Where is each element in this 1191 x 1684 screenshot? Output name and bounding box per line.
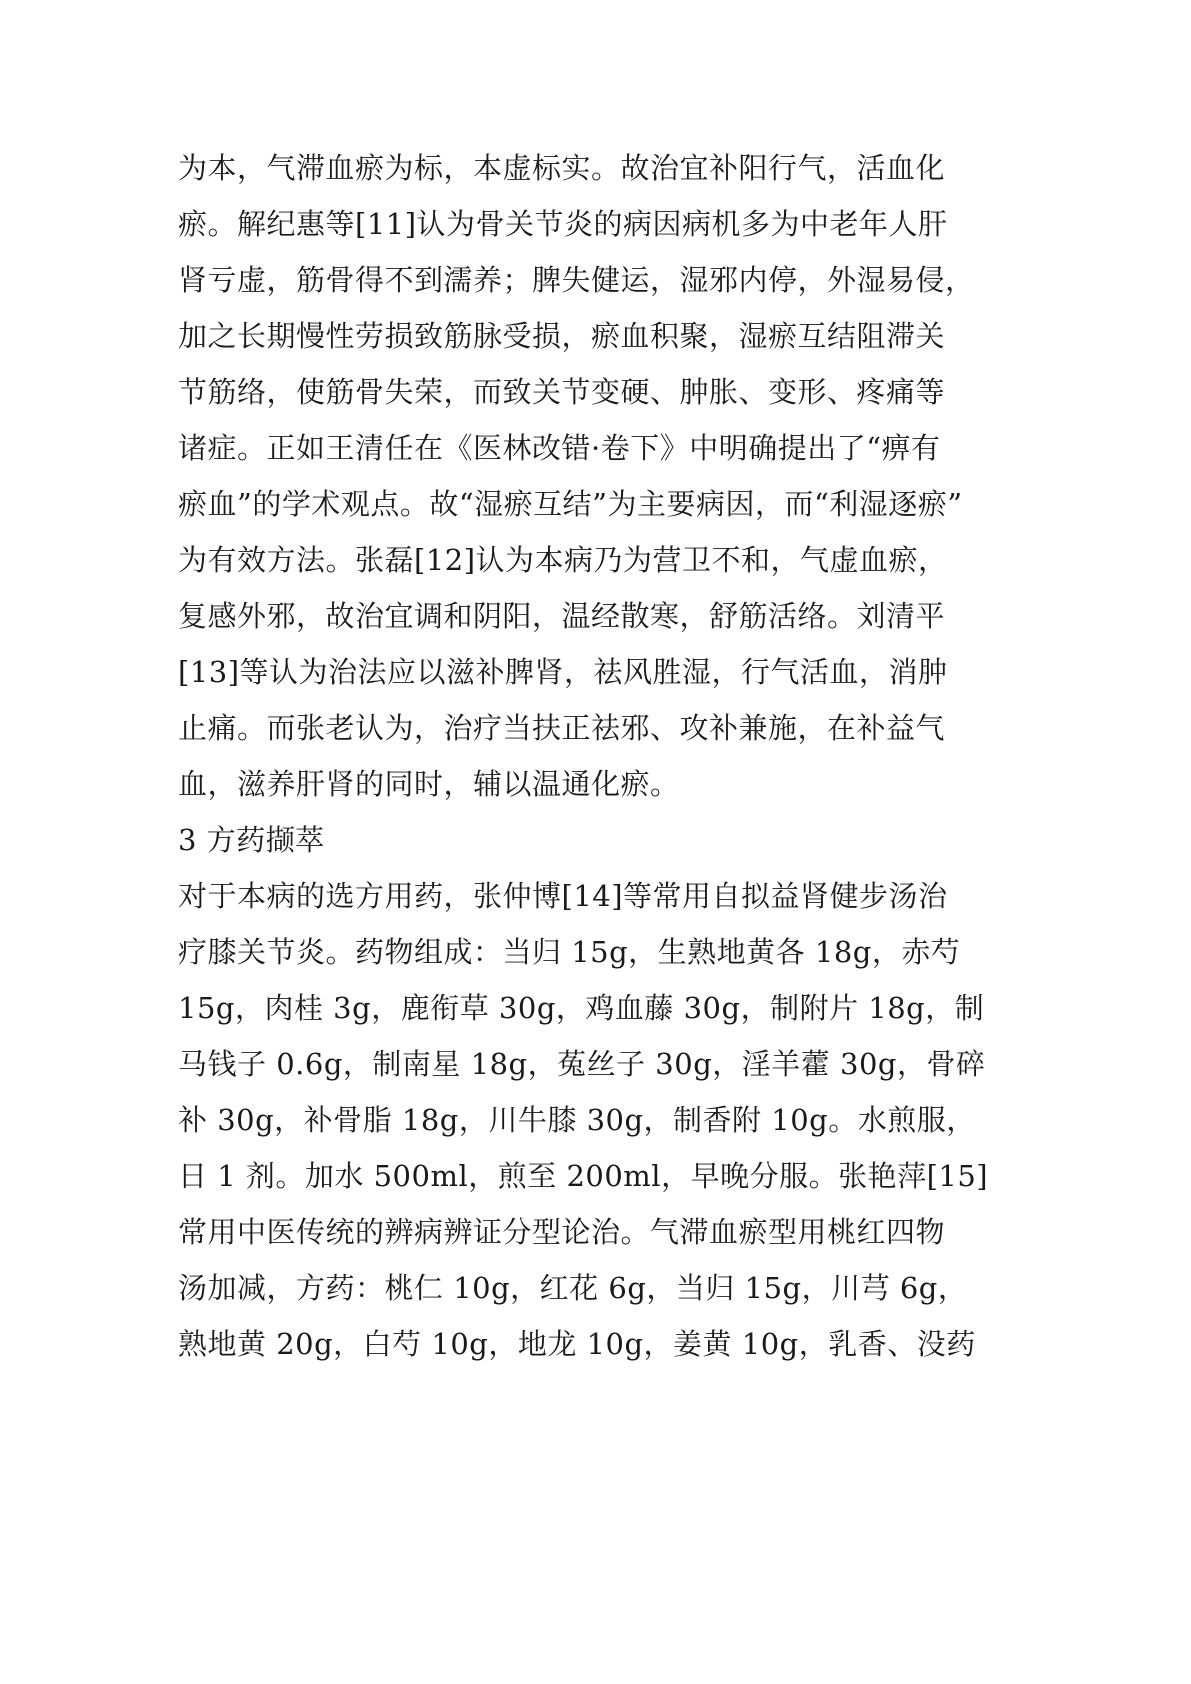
text-line: 血，滋养肝肾的同时，辅以温通化瘀。	[178, 767, 680, 801]
text-line: [13]等认为治法应以滋补脾肾，祛风胜湿，行气活血，消肿	[178, 655, 948, 689]
text-line: 对于本病的选方用药，张仲博[14]等常用自拟益肾健步汤治	[178, 879, 948, 913]
text-line: 为本，气滞血瘀为标，本虚标实。故治宜补阳行气，活血化	[178, 151, 946, 185]
text-line: 熟地黄 20g，白芍 10g，地龙 10g，姜黄 10g，乳香、没药	[178, 1327, 976, 1361]
text-line: 马钱子 0.6g，制南星 18g，菟丝子 30g，淫羊藿 30g，骨碎	[178, 1047, 986, 1081]
body-text	[178, 140, 1138, 1372]
text-line: 补 30g，补骨脂 18g，川牛膝 30g，制香附 10g。水煎服，	[178, 1103, 976, 1137]
text-line: 肾亏虚，筋骨得不到濡养；脾失健运，湿邪内停，外湿易侵，	[178, 263, 975, 297]
text-line: 瘀。解纪惠等[11]认为骨关节炎的病因病机多为中老年人肝	[178, 207, 948, 241]
text-line: 为有效方法。张磊[12]认为本病乃为营卫不和，气虚血瘀，	[178, 543, 948, 577]
text-line: 瘀血”的学术观点。故“湿瘀互结”为主要病因，而“利湿逐瘀”	[178, 487, 963, 521]
text-line: 15g，肉桂 3g，鹿衔草 30g，鸡血藤 30g，制附片 18g，制	[178, 991, 985, 1025]
text-line: 诸症。正如王清任在《医林改错·卷下》中明确提出了“痹有	[178, 431, 941, 465]
text-line: 节筋络，使筋骨失荣，而致关节变硬、肿胀、变形、疼痛等	[178, 375, 946, 409]
text-line: 疗膝关节炎。药物组成：当归 15g，生熟地黄各 18g，赤芍	[178, 935, 961, 969]
text-line: 汤加减，方药：桃仁 10g，红花 6g，当归 15g，川芎 6g，	[178, 1271, 968, 1305]
text-line: 加之长期慢性劳损致筋脉受损，瘀血积聚，湿瘀互结阻滞关	[178, 319, 946, 353]
text-line: 止痛。而张老认为，治疗当扶正祛邪、攻补兼施，在补益气	[178, 711, 946, 745]
text-line: 复感外邪，故治宜调和阴阳，温经散寒，舒筋活络。刘清平	[178, 599, 946, 633]
text-line: 常用中医传统的辨病辨证分型论治。气滞血瘀型用桃红四物	[178, 1215, 946, 1249]
section-heading: 3 方药撷萃	[178, 823, 325, 857]
text-line: 日 1 剂。加水 500ml，煎至 200ml，早晚分服。张艳萍[15]	[178, 1159, 989, 1193]
